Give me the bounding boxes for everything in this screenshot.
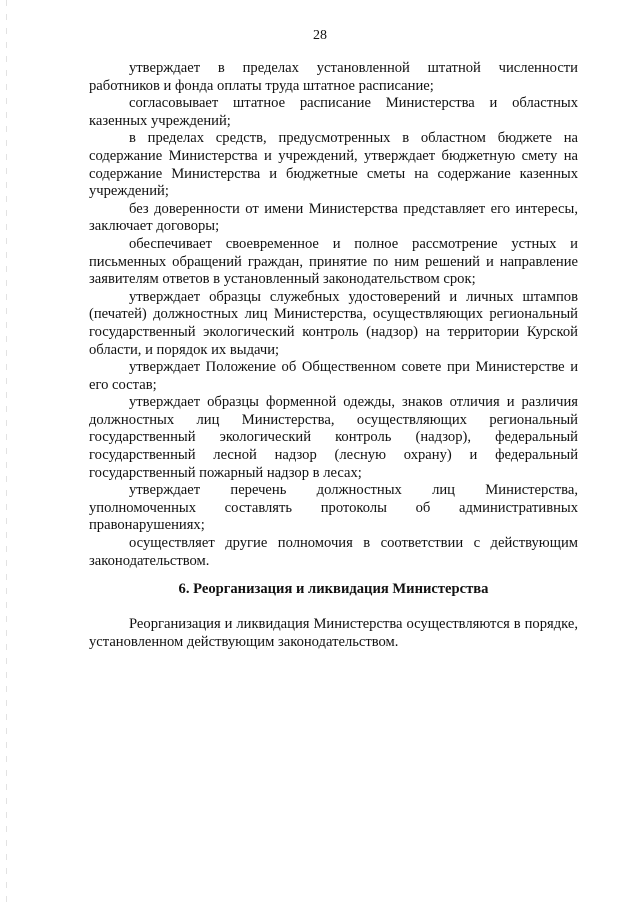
paragraph-budget-estimate: в пределах средств, предусмотренных в областном бюджете на содержание Министерства и учреждений, утверждает бюджетную смету на содержание Министерства и бюджетные сметы на содержание казенных учреждений; <box>89 130 578 200</box>
paragraph-citizen-appeals: обеспечивает своевременное и полное рассмотрение устных и письменных обращений граждан, принятие по ним решений и направление заявителям ответов в установленный законодательством срок; <box>89 235 578 288</box>
paragraph-representation: без доверенности от имени Министерства представляет его интересы, заключает договоры; <box>89 200 578 235</box>
section-title: 6. Реорганизация и ликвидация Министерства <box>178 581 489 597</box>
page-number: 28 <box>313 28 327 43</box>
paragraph-other-powers: осуществляет другие полномочия в соответствии с действующим законодательством. <box>89 535 578 569</box>
section-body <box>89 616 578 651</box>
paragraph-staff-schedule-agreement: согласовывает штатное расписание Министерства и областных казенных учреждений; <box>89 95 578 129</box>
paragraph-reorganization: Реорганизация и ликвидация Министерства осуществляются в порядке, установленном действующим законодательством. <box>89 616 578 650</box>
paragraph-staff-schedule-approval: утверждает в пределах установленной штатной численности работников и фонда оплаты труда штатное расписание; <box>89 60 578 94</box>
powers-list <box>89 60 578 570</box>
paragraph-uniforms: утверждает образцы форменной одежды, знаков отличия и различия должностных лиц Министерства, осуществляющих региональный государственный экологический контроль (надзор), федеральный государственный лесной надзор (лесную охрану) и федеральный государственный пожарный надзор в лесах; <box>89 394 578 481</box>
paragraph-certificates-stamps: утверждает образцы служебных удостоверений и личных штампов (печатей) должностных лиц Министерства, осуществляющих региональный государственный экологический контроль (надзор) на территории Курской области, и порядок их выдачи; <box>89 288 578 358</box>
scan-edge-artifact <box>6 0 7 905</box>
paragraph-protocol-officials: утверждает перечень должностных лиц Министерства, уполномоченных составлять протоколы об административных правонарушениях; <box>89 482 578 534</box>
paragraph-public-council: утверждает Положение об Общественном совете при Министерстве и его состав; <box>89 359 578 393</box>
